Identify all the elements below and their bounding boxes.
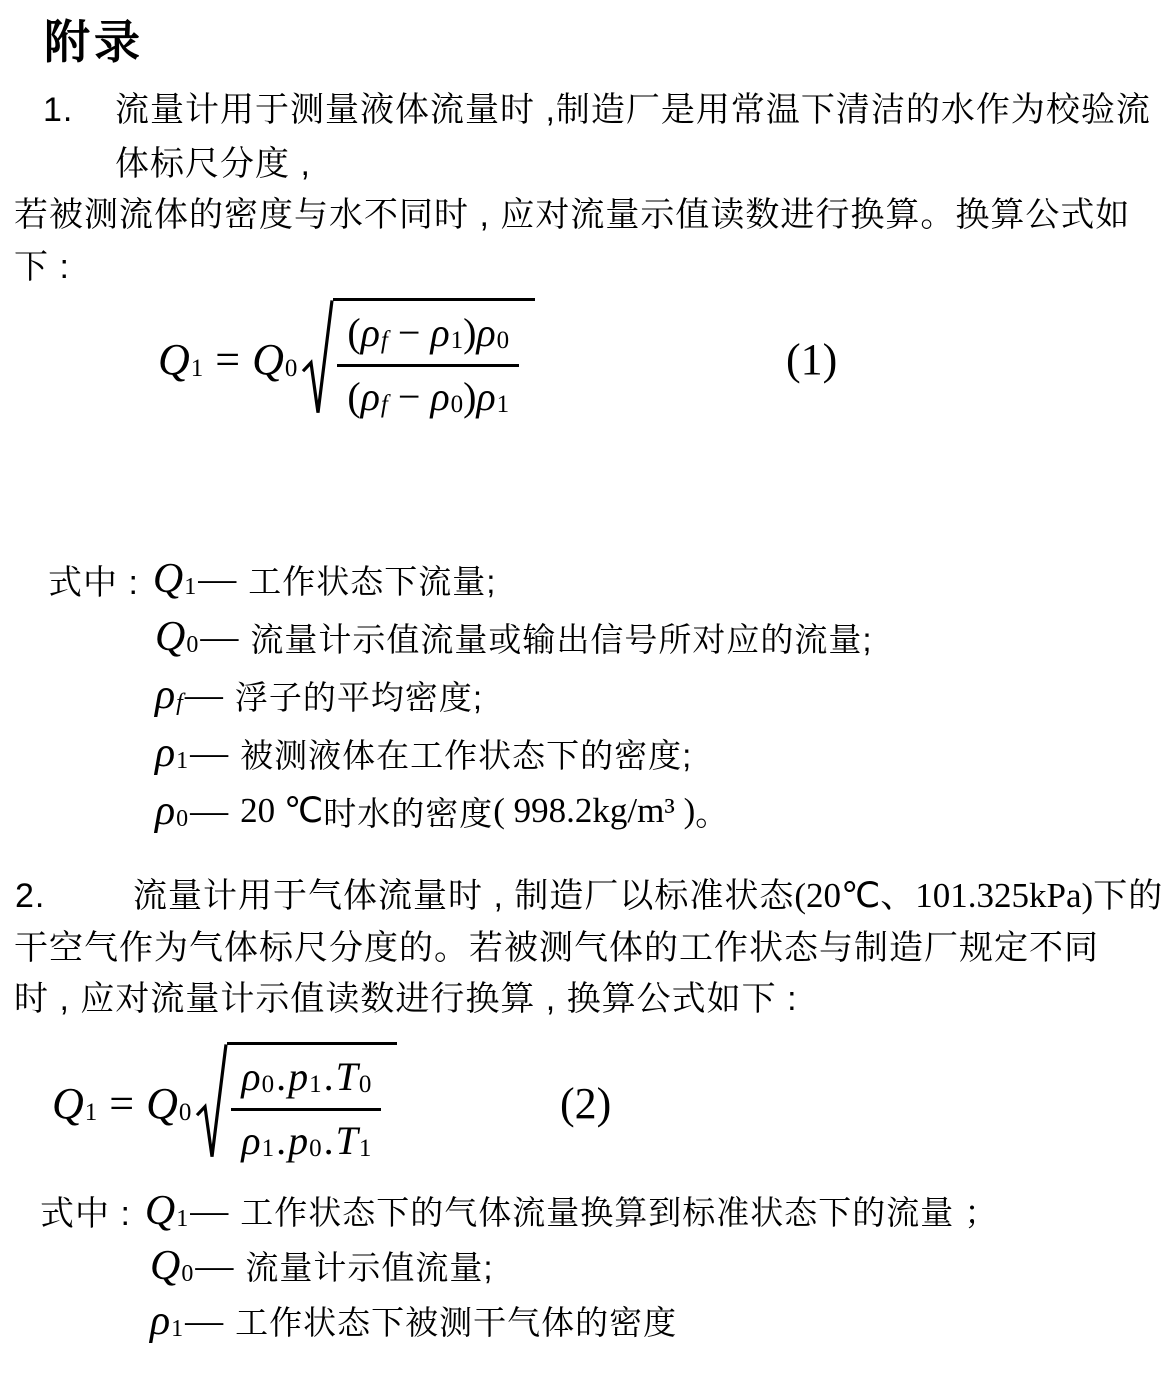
variable-Q1-base: Q — [158, 334, 190, 384]
symbol-base: ρ — [155, 730, 176, 776]
paragraph-1-line-1: 若被测流体的密度与水不同时 , 应对流量示值读数进行换算。换算公式如 — [14, 196, 1131, 234]
paren-close: ) — [463, 310, 477, 355]
symbol-base: Q — [155, 614, 186, 660]
rho-base: ρ — [476, 374, 496, 419]
dot-separator: . — [276, 1118, 287, 1163]
T-base: T — [335, 1118, 358, 1163]
rho-sub: 1 — [261, 1135, 275, 1162]
em-dash: — — [184, 674, 223, 716]
minus-sign: − — [397, 310, 421, 355]
variable-rho-f — [361, 373, 388, 420]
minus-sign: − — [397, 374, 421, 419]
formula-1-radicand — [333, 298, 535, 420]
variable-Q1-sub: 1 — [190, 354, 204, 382]
definition-lead: 式中 : — [40, 1195, 131, 1233]
symbol-sub: 1 — [184, 574, 197, 600]
symbol-rho-1 — [155, 729, 188, 777]
variable-Q0-base: Q — [146, 1078, 178, 1128]
list-item-2-text-post: 下的 — [1093, 877, 1164, 915]
formula-2-label: (2) — [560, 1079, 612, 1128]
em-dash: — — [185, 1299, 224, 1342]
rho-sub: 0 — [261, 1071, 275, 1098]
T-sub: 1 — [358, 1135, 372, 1162]
symbol-sub: 0 — [181, 1260, 194, 1287]
rho-base: ρ — [476, 310, 496, 355]
definitions-formula-1 — [48, 550, 873, 840]
rho-base: ρ — [430, 310, 450, 355]
T-base: T — [335, 1054, 358, 1099]
symbol-base: Q — [152, 556, 184, 602]
T-sub: 0 — [358, 1071, 372, 1098]
variable-Q0-sub: 0 — [178, 1098, 192, 1126]
variable-Q0-base: Q — [252, 334, 284, 384]
variable-rho-0 — [241, 1053, 274, 1100]
rho-base: ρ — [360, 310, 380, 355]
paren-open: ( — [347, 310, 361, 355]
symbol-sub: 0 — [176, 806, 189, 832]
symbol-rho-1 — [150, 1297, 183, 1345]
symbol-sub: 1 — [176, 1205, 189, 1232]
formula-1 — [158, 298, 535, 420]
paragraph-1-line-2: 下 : — [14, 248, 70, 286]
symbol-sub: f — [176, 690, 183, 716]
dot-separator: . — [276, 1054, 287, 1099]
page-title: 附录 — [44, 16, 144, 68]
p-base: p — [288, 1118, 309, 1163]
symbol-base: ρ — [155, 672, 176, 718]
definition-text: 流量计示值流量; — [245, 1249, 494, 1286]
list-item-2-line-1 — [15, 874, 1163, 918]
paren-open: ( — [347, 374, 361, 419]
symbol-base: Q — [144, 1187, 176, 1234]
p-sub: 1 — [309, 1071, 322, 1098]
formula-2-lhs — [52, 1078, 97, 1129]
definition-text: 工作状态下被测干气体的密度 — [235, 1304, 678, 1341]
em-dash: — — [200, 616, 239, 658]
definition-row — [48, 782, 873, 840]
p-base: p — [288, 1054, 309, 1099]
square-root — [301, 298, 535, 420]
list-item-1-text: 流量计用于测量液体流量时 ,制造厂是用常温下清洁的水作为校验流 — [115, 91, 1151, 129]
variable-rho-1 — [476, 373, 509, 420]
variable-rho-0 — [430, 373, 463, 420]
list-item-2-line-2: 干空气作为气体标尺分度的。若被测气体的工作状态与制造厂规定不同 — [14, 929, 1099, 967]
variable-Q1-base: Q — [52, 1078, 84, 1128]
em-dash: — — [195, 1244, 234, 1287]
rho-base: ρ — [241, 1054, 261, 1099]
rho-sub: 1 — [496, 391, 510, 418]
square-root — [195, 1042, 397, 1164]
variable-rho-1 — [241, 1117, 274, 1164]
definition-text: 流量计示值流量或输出信号所对应的流量; — [250, 620, 873, 658]
symbol-base: ρ — [150, 1297, 171, 1344]
symbol-Q1 — [145, 1187, 188, 1235]
formula-1-lhs — [158, 334, 203, 385]
rho-base: ρ — [360, 374, 380, 419]
radical-sign-icon — [195, 1042, 229, 1164]
rho-sub: f — [380, 391, 388, 418]
variable-rho-1 — [430, 309, 463, 356]
em-dash: — — [190, 732, 229, 774]
rho-sub: 0 — [496, 327, 510, 354]
definition-row — [40, 1238, 998, 1293]
formula-1-coefficient — [252, 334, 297, 385]
definition-text: 被测液体在工作状态下的密度; — [240, 736, 693, 774]
symbol-rho-f — [155, 671, 183, 719]
list-item-2-line-3: 时 , 应对流量计示值读数进行换算 , 换算公式如下 : — [14, 980, 798, 1018]
em-dash: — — [190, 1189, 229, 1232]
equals-sign: = — [109, 1078, 135, 1128]
density-value: ( 998.2kg/m³ ) — [493, 791, 696, 830]
variable-rho-0 — [476, 309, 509, 356]
symbol-sub: 1 — [171, 1315, 184, 1342]
symbol-Q0 — [150, 1242, 193, 1290]
dot-separator: . — [323, 1054, 334, 1099]
definition-row — [48, 724, 873, 782]
variable-T-0 — [336, 1053, 372, 1100]
variable-p-0 — [288, 1117, 322, 1164]
equals-sign: = — [215, 334, 241, 384]
formula-2-coefficient — [146, 1078, 191, 1129]
variable-Q1-sub: 1 — [84, 1098, 98, 1126]
list-item-2-number: 2. — [15, 877, 46, 915]
definition-text: 工作状态下流量; — [248, 562, 497, 600]
formula-1-numerator — [337, 307, 519, 367]
rho-base: ρ — [241, 1118, 261, 1163]
symbol-base: Q — [150, 1242, 181, 1289]
list-item-2-text-pre: 流量计用于气体流量时 , 制造厂以标准状态 — [133, 877, 795, 915]
list-item-1-line-1 — [43, 88, 1151, 132]
definition-row — [40, 1293, 998, 1348]
symbol-sub: 1 — [176, 748, 189, 774]
formula-2 — [52, 1042, 397, 1164]
variable-Q0-sub: 0 — [284, 354, 298, 382]
formula-2-fraction — [231, 1051, 381, 1164]
paren-close: ) — [463, 374, 477, 419]
rho-sub: 0 — [450, 391, 464, 418]
variable-rho-f — [361, 309, 388, 356]
list-item-1-number: 1. — [43, 91, 74, 129]
definitions-formula-2 — [40, 1183, 998, 1348]
definition-row — [48, 550, 873, 608]
standard-state-value: (20℃、101.325kPa) — [794, 876, 1094, 915]
definition-text: 工作状态下的气体流量换算到标准状态下的流量 ； — [240, 1194, 999, 1231]
formula-1-fraction — [337, 307, 519, 420]
symbol-Q1 — [153, 555, 196, 603]
dot-separator: . — [323, 1118, 334, 1163]
em-dash: — — [198, 558, 237, 600]
formula-2-denominator — [241, 1111, 371, 1164]
rho-sub: f — [380, 327, 388, 354]
definition-lead: 式中 : — [48, 563, 139, 602]
temperature-value: 20 ℃ — [240, 791, 324, 830]
formula-1-denominator — [347, 367, 509, 420]
formula-2-numerator — [231, 1051, 381, 1111]
symbol-rho-0 — [155, 787, 188, 835]
radical-sign-icon — [301, 298, 335, 420]
symbol-base: ρ — [155, 788, 176, 834]
variable-T-1 — [336, 1117, 372, 1164]
definition-row — [48, 666, 873, 724]
rho-sub: 1 — [450, 327, 464, 354]
definition-text-end: 。 — [695, 794, 730, 832]
definition-row — [48, 608, 873, 666]
symbol-sub: 0 — [186, 632, 199, 658]
formula-1-label: (1) — [786, 335, 838, 384]
symbol-Q0 — [155, 613, 198, 661]
formula-2-radicand — [227, 1042, 397, 1164]
list-item-1-line-2: 体标尺分度 , — [115, 145, 311, 183]
definition-text: 浮子的平均密度; — [234, 678, 484, 716]
p-sub: 0 — [309, 1135, 322, 1162]
em-dash: — — [190, 790, 229, 832]
rho-base: ρ — [430, 374, 450, 419]
variable-p-1 — [288, 1053, 322, 1100]
definition-row — [40, 1183, 998, 1238]
definition-text: 时水的密度 — [323, 794, 494, 832]
